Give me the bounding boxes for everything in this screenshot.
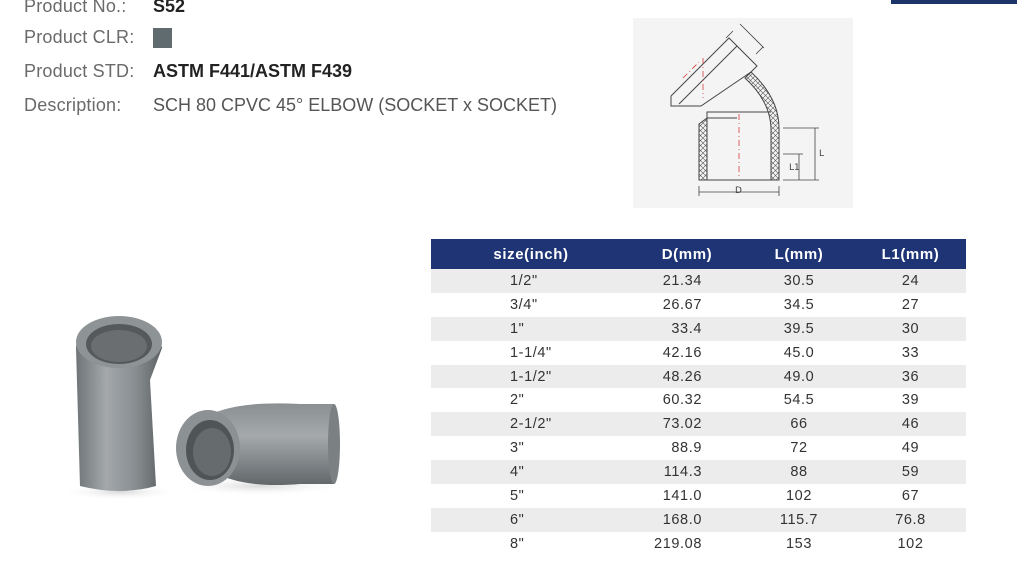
cell-size: 1-1/4" <box>431 341 631 365</box>
cell-d: 219.08 <box>631 532 743 556</box>
cell-size: 5" <box>431 484 631 508</box>
cell-l1: 67 <box>855 484 966 508</box>
cell-size: 1-1/2" <box>431 365 631 389</box>
cell-size: 2-1/2" <box>431 412 631 436</box>
product-no-value: S52 <box>153 0 186 16</box>
elbow-diagram <box>633 18 853 208</box>
product-no-row <box>24 0 186 17</box>
cell-d: 60.32 <box>631 388 743 412</box>
cell-l: 102 <box>743 484 855 508</box>
cell-l1: 49 <box>855 436 966 460</box>
cell-size: 1" <box>431 317 631 341</box>
technical-drawing <box>633 18 853 208</box>
cell-l: 49.0 <box>743 365 855 389</box>
cell-l1: 102 <box>855 532 966 556</box>
product-std-label: Product STD: <box>24 61 135 81</box>
cell-l1: 59 <box>855 460 966 484</box>
cell-size: 4" <box>431 460 631 484</box>
cell-l1: 39 <box>855 388 966 412</box>
product-clr-label: Product CLR: <box>24 27 135 47</box>
cell-l: 115.7 <box>743 508 855 532</box>
spec-table <box>431 239 966 556</box>
header-l1: L1(mm) <box>855 239 966 269</box>
cell-d: 114.3 <box>631 460 743 484</box>
table-row <box>431 412 966 436</box>
cell-size: 3/4" <box>431 293 631 317</box>
cell-l1: 30 <box>855 317 966 341</box>
cell-l1: 24 <box>855 269 966 293</box>
table-header-row <box>431 239 966 269</box>
cell-size: 8" <box>431 532 631 556</box>
product-photo <box>0 300 360 530</box>
table-row <box>431 484 966 508</box>
cell-l1: 76.8 <box>855 508 966 532</box>
table-row <box>431 508 966 532</box>
cell-d: 168.0 <box>631 508 743 532</box>
cell-l: 54.5 <box>743 388 855 412</box>
description-row <box>24 94 557 116</box>
cell-size: 3" <box>431 436 631 460</box>
cell-d: 48.26 <box>631 365 743 389</box>
dim-l-label: L <box>819 149 825 159</box>
cell-l: 45.0 <box>743 341 855 365</box>
cell-l: 39.5 <box>743 317 855 341</box>
description-value: SCH 80 CPVC 45° ELBOW (SOCKET x SOCKET) <box>153 95 557 115</box>
cell-l: 66 <box>743 412 855 436</box>
cell-size: 6" <box>431 508 631 532</box>
header-d: D(mm) <box>631 239 743 269</box>
table-row <box>431 341 966 365</box>
cell-l: 34.5 <box>743 293 855 317</box>
table-row <box>431 365 966 389</box>
cell-d: 73.02 <box>631 412 743 436</box>
cell-l: 72 <box>743 436 855 460</box>
product-std-value: ASTM F441/ASTM F439 <box>153 61 353 81</box>
table-row <box>431 460 966 484</box>
table-row <box>431 388 966 412</box>
table-row <box>431 293 966 317</box>
cell-d: 26.67 <box>631 293 743 317</box>
product-no-label: Product No.: <box>24 0 127 16</box>
product-std-row <box>24 60 353 82</box>
cell-l1: 46 <box>855 412 966 436</box>
brand-bar <box>891 0 1017 4</box>
cell-size: 2" <box>431 388 631 412</box>
product-clr-row <box>24 26 134 48</box>
cell-l1: 27 <box>855 293 966 317</box>
cell-l: 88 <box>743 460 855 484</box>
table-row <box>431 532 966 556</box>
cell-d: 42.16 <box>631 341 743 365</box>
cell-l1: 36 <box>855 365 966 389</box>
table-row <box>431 436 966 460</box>
elbow-photo <box>0 300 360 530</box>
header-size: size(inch) <box>431 239 631 269</box>
cell-l: 153 <box>743 532 855 556</box>
cell-d: 21.34 <box>631 269 743 293</box>
table-row <box>431 269 966 293</box>
dim-d-label: D <box>735 186 742 196</box>
cell-l: 30.5 <box>743 269 855 293</box>
cell-d: 88.9 <box>631 436 743 460</box>
description-label: Description: <box>24 95 122 115</box>
header-l: L(mm) <box>743 239 855 269</box>
color-swatch <box>153 28 172 48</box>
cell-d: 33.4 <box>631 317 743 341</box>
cell-d: 141.0 <box>631 484 743 508</box>
dim-l1-label: L1 <box>789 163 800 173</box>
cell-l1: 33 <box>855 341 966 365</box>
table-row <box>431 317 966 341</box>
cell-size: 1/2" <box>431 269 631 293</box>
